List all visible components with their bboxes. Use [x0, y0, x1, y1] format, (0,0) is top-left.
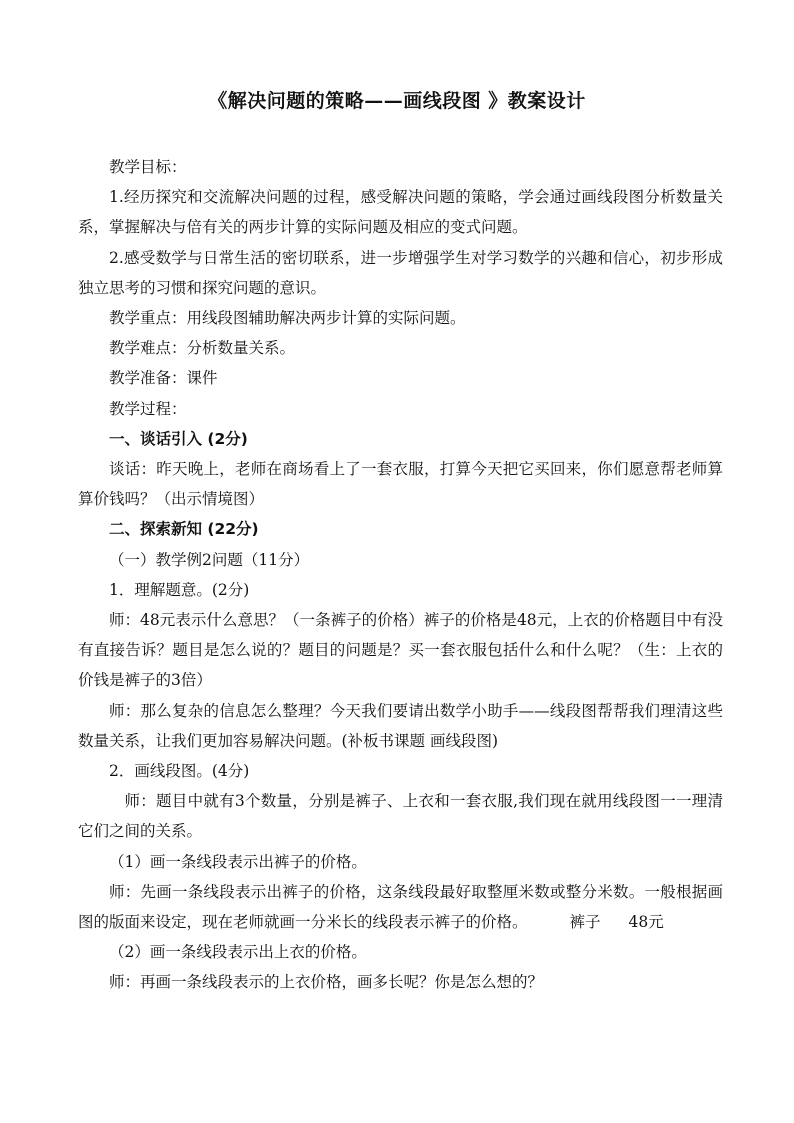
objective-1: 1.经历探究和交流解决问题的过程，感受解决问题的策略，学会通过画线段图分析数量关系，掌握解决与倍有关的两步计算的实际问题及相应的变式问题。	[78, 188, 723, 237]
draw-2: （2）画一条线段表示出上衣的价格。	[109, 943, 367, 962]
label-pants: 裤子	[569, 913, 601, 932]
step-1: 1．理解题意。(2分)	[109, 580, 250, 599]
step-2-text: 师：题目中就有3个数量，分别是裤子、上衣和一套衣服,我们现在就用线段图一一理清它们之间的关系。	[78, 792, 723, 841]
draw-1: （1）画一条线段表示出裤子的价格。	[109, 852, 367, 871]
subsection-1: （一）教学例2问题（11分）	[109, 550, 310, 569]
step-2: 2．画线段图。(4分)	[109, 762, 250, 781]
process-label: 教学过程：	[109, 399, 187, 418]
key-point: 教学重点：用线段图辅助解决两步计算的实际问题。	[109, 309, 466, 328]
document-title: 《解决问题的策略——画线段图 》教案设计	[208, 90, 586, 112]
section-1-text: 谈话：昨天晚上，老师在商场看上了一套衣服，打算今天把它买回来，你们愿意帮老师算算价钱吗？（出示情境图）	[78, 460, 723, 509]
preparation: 教学准备：课件	[109, 369, 218, 388]
draw-1-text	[78, 877, 723, 937]
objectives-label: 教学目标：	[109, 158, 187, 176]
difficulty: 教学难点：分析数量关系。	[109, 339, 296, 358]
label-price: 48元	[628, 913, 664, 932]
section-1-heading: 一、谈话引入 (2分)	[109, 429, 248, 448]
objective-2: 2.感受数学与日常生活的密切联系，进一步增强学生对学习数学的兴趣和信心，初步形成独立思考的习惯和探究问题的意识。	[78, 248, 723, 297]
draw-2-text: 师：再画一条线段表示的上衣价格，画多长呢？你是怎么想的？	[109, 973, 544, 992]
section-2-heading: 二、探索新知 (22分)	[109, 520, 259, 539]
step-1-text-2: 师：那么复杂的信息怎么整理？今天我们要请出数学小助手——线段图帮帮我们理清这些数量关系，让我们更加容易解决问题。(补板书课题 画线段图)	[78, 701, 723, 750]
document-body	[78, 152, 723, 998]
step-1-text: 师：48元表示什么意思？（一条裤子的价格）裤子的价格是48元，上衣的价格题目中有没有直接告诉？题目是怎么说的？题目的问题是？买一套衣服包括什么和什么呢？（生：上衣的价钱是裤子的3倍）	[78, 611, 723, 690]
draw-1-body: 师：先画一条线段表示出裤子的价格，这条线段最好取整厘米数或整分米数。一般根据画图的版面来设定，现在老师就画一分米长的线段表示裤子的价格。	[78, 882, 723, 932]
